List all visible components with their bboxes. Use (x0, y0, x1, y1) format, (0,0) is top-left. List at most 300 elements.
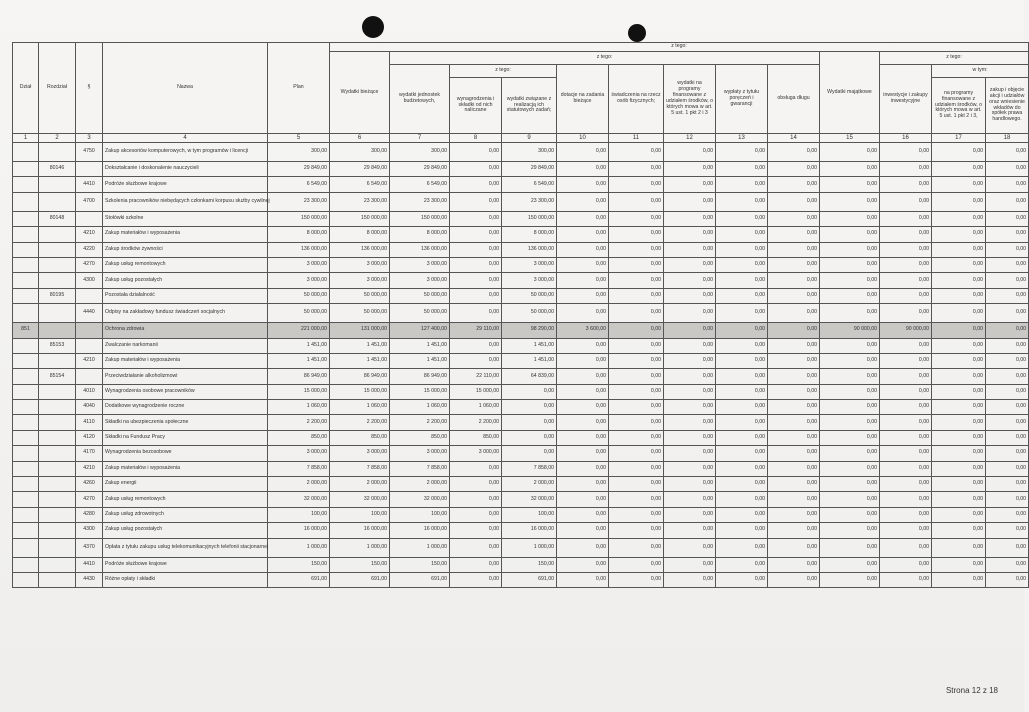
cell-value-col-13: 0,00 (716, 369, 768, 384)
cell-rozdzial (39, 323, 76, 338)
cell-value-col-10: 0,00 (557, 227, 609, 242)
cell-value-col-9: 0,00 (502, 430, 557, 445)
cell-value-col-6: 50 000,00 (330, 304, 390, 323)
cell-value-col-8: 0,00 (450, 211, 502, 226)
cell-value-col-5: 86 949,00 (268, 369, 330, 384)
cell-value-col-13: 0,00 (716, 400, 768, 415)
cell-value-col-17: 0,00 (932, 192, 986, 211)
cell-value-col-9: 100,00 (502, 507, 557, 522)
cell-value-col-14: 0,00 (768, 384, 820, 399)
cell-paragraf (76, 211, 103, 226)
cell-value-col-16: 90 000,00 (880, 323, 932, 338)
cell-value-col-9: 23 300,00 (502, 192, 557, 211)
cell-value-col-15: 0,00 (820, 304, 880, 323)
cell-value-col-18: 0,00 (986, 177, 1029, 192)
table-row (13, 242, 1029, 257)
cell-dzial (13, 477, 39, 492)
cell-value-col-5: 300,00 (268, 143, 330, 162)
cell-nazwa: Szkolenia pracowników niebędących członkami korpusu służby cywilnej (103, 192, 268, 211)
cell-value-col-16: 0,00 (880, 400, 932, 415)
cell-value-col-7: 2 000,00 (390, 477, 450, 492)
cell-rozdzial (39, 177, 76, 192)
cell-nazwa: Odpisy na zakładowy fundusz świadczeń socjalnych (103, 304, 268, 323)
cell-value-col-10: 0,00 (557, 446, 609, 461)
cell-value-col-16: 0,00 (880, 523, 932, 538)
cell-value-col-7: 32 000,00 (390, 492, 450, 507)
table-row (13, 211, 1029, 226)
cell-value-col-10: 0,00 (557, 162, 609, 177)
cell-value-col-15: 0,00 (820, 400, 880, 415)
cell-value-col-17: 0,00 (932, 143, 986, 162)
cell-value-col-6: 691,00 (330, 572, 390, 587)
cell-value-col-17: 0,00 (932, 162, 986, 177)
cell-value-col-14: 0,00 (768, 304, 820, 323)
cell-dzial (13, 227, 39, 242)
table-row (13, 257, 1029, 272)
cell-value-col-12: 0,00 (664, 415, 716, 430)
cell-value-col-15: 0,00 (820, 227, 880, 242)
column-number: 13 (716, 134, 768, 143)
cell-paragraf: 4220 (76, 242, 103, 257)
cell-value-col-5: 32 000,00 (268, 492, 330, 507)
cell-value-col-17: 0,00 (932, 257, 986, 272)
cell-value-col-17: 0,00 (932, 492, 986, 507)
cell-value-col-6: 3 000,00 (330, 446, 390, 461)
cell-paragraf: 4280 (76, 507, 103, 522)
cell-nazwa: Dokształcanie i doskonalenie nauczycieli (103, 162, 268, 177)
budget-table (12, 42, 1029, 588)
column-number: 16 (880, 134, 932, 143)
cell-dzial (13, 304, 39, 323)
cell-value-col-7: 3 000,00 (390, 257, 450, 272)
cell-nazwa: Składki na Fundusz Pracy (103, 430, 268, 445)
cell-value-col-6: 6 549,00 (330, 177, 390, 192)
header-wydatki-majatkowe: Wydatki majątkowe (820, 52, 880, 134)
cell-value-col-16: 0,00 (880, 304, 932, 323)
cell-value-col-7: 3 000,00 (390, 273, 450, 288)
cell-value-col-17: 0,00 (932, 338, 986, 353)
cell-value-col-8: 0,00 (450, 507, 502, 522)
cell-nazwa: Wynagrodzenia osobowe pracowników (103, 384, 268, 399)
cell-value-col-14: 0,00 (768, 353, 820, 368)
header-inwestycje: inwestycje i zakupy inwestycyjne (880, 65, 932, 134)
cell-paragraf (76, 162, 103, 177)
cell-nazwa: Różne opłaty i składki (103, 572, 268, 587)
cell-value-col-10: 0,00 (557, 538, 609, 557)
cell-value-col-5: 50 000,00 (268, 304, 330, 323)
header-plan: Plan (268, 43, 330, 134)
cell-value-col-16: 0,00 (880, 143, 932, 162)
cell-value-col-10: 0,00 (557, 273, 609, 288)
cell-value-col-7: 300,00 (390, 143, 450, 162)
cell-value-col-18: 0,00 (986, 477, 1029, 492)
column-number: 7 (390, 134, 450, 143)
table-row (13, 430, 1029, 445)
cell-value-col-14: 0,00 (768, 461, 820, 476)
cell-value-col-5: 3 000,00 (268, 257, 330, 272)
cell-value-col-13: 0,00 (716, 257, 768, 272)
cell-value-col-12: 0,00 (664, 523, 716, 538)
cell-value-col-8: 0,00 (450, 162, 502, 177)
cell-value-col-15: 0,00 (820, 415, 880, 430)
cell-value-col-6: 8 000,00 (330, 227, 390, 242)
cell-value-col-14: 0,00 (768, 192, 820, 211)
cell-rozdzial (39, 415, 76, 430)
cell-nazwa: Zakup materiałów i wyposażenia (103, 227, 268, 242)
cell-value-col-10: 0,00 (557, 572, 609, 587)
cell-value-col-9: 16 000,00 (502, 523, 557, 538)
cell-value-col-17: 0,00 (932, 400, 986, 415)
cell-value-col-17: 0,00 (932, 369, 986, 384)
cell-paragraf: 4210 (76, 461, 103, 476)
cell-rozdzial (39, 446, 76, 461)
cell-value-col-5: 100,00 (268, 507, 330, 522)
cell-value-col-17: 0,00 (932, 323, 986, 338)
cell-value-col-6: 1 451,00 (330, 353, 390, 368)
cell-value-col-8: 0,00 (450, 143, 502, 162)
cell-rozdzial (39, 242, 76, 257)
cell-value-col-8: 0,00 (450, 492, 502, 507)
cell-paragraf: 4270 (76, 492, 103, 507)
cell-nazwa: Zakup usług remontowych (103, 492, 268, 507)
cell-value-col-8: 0,00 (450, 538, 502, 557)
header-wydatki-programy: wydatki na programy finansowane z udziałem środków, o których mowa w art. 5 ust. 1 pkt 2 i 3 (664, 65, 716, 134)
cell-value-col-14: 0,00 (768, 257, 820, 272)
cell-value-col-6: 1 000,00 (330, 538, 390, 557)
table-row (13, 446, 1029, 461)
table-row (13, 492, 1029, 507)
table-row (13, 507, 1029, 522)
cell-value-col-18: 0,00 (986, 446, 1029, 461)
cell-rozdzial (39, 477, 76, 492)
cell-rozdzial (39, 273, 76, 288)
cell-value-col-7: 150,00 (390, 557, 450, 572)
cell-rozdzial (39, 538, 76, 557)
cell-value-col-10: 0,00 (557, 557, 609, 572)
cell-dzial (13, 507, 39, 522)
cell-value-col-16: 0,00 (880, 430, 932, 445)
cell-paragraf: 4010 (76, 384, 103, 399)
cell-value-col-18: 0,00 (986, 323, 1029, 338)
cell-value-col-11: 0,00 (609, 446, 664, 461)
cell-value-col-12: 0,00 (664, 492, 716, 507)
cell-value-col-13: 0,00 (716, 143, 768, 162)
table-row (13, 477, 1029, 492)
cell-value-col-15: 0,00 (820, 430, 880, 445)
cell-value-col-10: 0,00 (557, 242, 609, 257)
cell-value-col-13: 0,00 (716, 538, 768, 557)
cell-value-col-8: 15 000,00 (450, 384, 502, 399)
cell-dzial (13, 177, 39, 192)
table-row (13, 415, 1029, 430)
header-rozdzial: Rozdział (39, 43, 76, 134)
table-row (13, 523, 1029, 538)
cell-value-col-8: 1 060,00 (450, 400, 502, 415)
cell-value-col-12: 0,00 (664, 143, 716, 162)
cell-value-col-15: 0,00 (820, 353, 880, 368)
cell-value-col-15: 0,00 (820, 177, 880, 192)
cell-value-col-9: 1 451,00 (502, 353, 557, 368)
cell-value-col-7: 1 451,00 (390, 353, 450, 368)
cell-value-col-5: 8 000,00 (268, 227, 330, 242)
cell-value-col-6: 300,00 (330, 143, 390, 162)
cell-dzial (13, 461, 39, 476)
cell-value-col-11: 0,00 (609, 477, 664, 492)
cell-dzial (13, 523, 39, 538)
cell-dzial: 851 (13, 323, 39, 338)
cell-value-col-5: 850,00 (268, 430, 330, 445)
column-number: 8 (450, 134, 502, 143)
cell-value-col-12: 0,00 (664, 461, 716, 476)
cell-value-col-16: 0,00 (880, 461, 932, 476)
cell-value-col-7: 1 060,00 (390, 400, 450, 415)
cell-value-col-9: 32 000,00 (502, 492, 557, 507)
column-number: 12 (664, 134, 716, 143)
cell-value-col-14: 0,00 (768, 227, 820, 242)
cell-value-col-6: 1 060,00 (330, 400, 390, 415)
cell-rozdzial (39, 523, 76, 538)
cell-value-col-10: 0,00 (557, 304, 609, 323)
cell-value-col-8: 0,00 (450, 572, 502, 587)
cell-dzial (13, 242, 39, 257)
cell-value-col-13: 0,00 (716, 477, 768, 492)
cell-value-col-18: 0,00 (986, 257, 1029, 272)
cell-value-col-18: 0,00 (986, 304, 1029, 323)
cell-paragraf (76, 323, 103, 338)
cell-value-col-18: 0,00 (986, 461, 1029, 476)
cell-value-col-5: 6 549,00 (268, 177, 330, 192)
cell-value-col-17: 0,00 (932, 353, 986, 368)
cell-value-col-18: 0,00 (986, 288, 1029, 303)
cell-value-col-11: 0,00 (609, 192, 664, 211)
cell-dzial (13, 143, 39, 162)
cell-value-col-15: 0,00 (820, 257, 880, 272)
cell-value-col-6: 3 000,00 (330, 257, 390, 272)
cell-value-col-6: 2 000,00 (330, 477, 390, 492)
cell-value-col-18: 0,00 (986, 430, 1029, 445)
cell-value-col-16: 0,00 (880, 507, 932, 522)
cell-dzial (13, 257, 39, 272)
cell-value-col-16: 0,00 (880, 353, 932, 368)
cell-value-col-12: 0,00 (664, 369, 716, 384)
cell-value-col-14: 0,00 (768, 523, 820, 538)
cell-value-col-13: 0,00 (716, 461, 768, 476)
cell-value-col-16: 0,00 (880, 211, 932, 226)
cell-value-col-18: 0,00 (986, 572, 1029, 587)
cell-value-col-10: 0,00 (557, 211, 609, 226)
cell-value-col-9: 150,00 (502, 557, 557, 572)
cell-value-col-16: 0,00 (880, 477, 932, 492)
cell-paragraf (76, 338, 103, 353)
cell-value-col-8: 0,00 (450, 461, 502, 476)
cell-value-col-14: 0,00 (768, 507, 820, 522)
cell-value-col-15: 0,00 (820, 143, 880, 162)
cell-value-col-8: 850,00 (450, 430, 502, 445)
cell-value-col-5: 2 000,00 (268, 477, 330, 492)
cell-value-col-16: 0,00 (880, 242, 932, 257)
cell-rozdzial (39, 257, 76, 272)
header-z-tego: z tego: (330, 43, 1029, 52)
cell-value-col-5: 691,00 (268, 572, 330, 587)
cell-paragraf: 4300 (76, 523, 103, 538)
cell-value-col-11: 0,00 (609, 273, 664, 288)
cell-value-col-9: 29 849,00 (502, 162, 557, 177)
table-row (13, 323, 1029, 338)
cell-value-col-8: 2 200,00 (450, 415, 502, 430)
table-row (13, 162, 1029, 177)
cell-value-col-9: 0,00 (502, 446, 557, 461)
cell-value-col-11: 0,00 (609, 304, 664, 323)
cell-dzial (13, 400, 39, 415)
cell-value-col-18: 0,00 (986, 384, 1029, 399)
cell-nazwa: Pozostała działalność (103, 288, 268, 303)
table-row (13, 538, 1029, 557)
cell-dzial (13, 288, 39, 303)
cell-value-col-16: 0,00 (880, 227, 932, 242)
column-number-row (13, 134, 1029, 143)
cell-value-col-12: 0,00 (664, 273, 716, 288)
cell-value-col-12: 0,00 (664, 507, 716, 522)
cell-paragraf: 4270 (76, 257, 103, 272)
cell-value-col-5: 150 000,00 (268, 211, 330, 226)
cell-value-col-14: 0,00 (768, 323, 820, 338)
column-number: 17 (932, 134, 986, 143)
cell-value-col-13: 0,00 (716, 557, 768, 572)
cell-value-col-6: 29 849,00 (330, 162, 390, 177)
cell-value-col-18: 0,00 (986, 492, 1029, 507)
cell-value-col-18: 0,00 (986, 273, 1029, 288)
cell-value-col-9: 1 451,00 (502, 338, 557, 353)
cell-value-col-17: 0,00 (932, 177, 986, 192)
cell-nazwa: Składki na ubezpieczenia społeczne (103, 415, 268, 430)
cell-value-col-9: 98 290,00 (502, 323, 557, 338)
cell-value-col-11: 0,00 (609, 227, 664, 242)
cell-value-col-10: 0,00 (557, 400, 609, 415)
cell-value-col-11: 0,00 (609, 369, 664, 384)
cell-value-col-9: 1 000,00 (502, 538, 557, 557)
cell-dzial (13, 369, 39, 384)
cell-value-col-16: 0,00 (880, 369, 932, 384)
cell-value-col-18: 0,00 (986, 538, 1029, 557)
table-row (13, 338, 1029, 353)
cell-value-col-11: 0,00 (609, 211, 664, 226)
cell-rozdzial: 85154 (39, 369, 76, 384)
cell-value-col-16: 0,00 (880, 538, 932, 557)
cell-value-col-18: 0,00 (986, 211, 1029, 226)
cell-value-col-17: 0,00 (932, 242, 986, 257)
cell-value-col-14: 0,00 (768, 369, 820, 384)
cell-paragraf: 4410 (76, 557, 103, 572)
cell-value-col-10: 0,00 (557, 507, 609, 522)
cell-value-col-7: 1 000,00 (390, 538, 450, 557)
cell-value-col-9: 50 000,00 (502, 304, 557, 323)
cell-value-col-11: 0,00 (609, 353, 664, 368)
cell-value-col-13: 0,00 (716, 304, 768, 323)
cell-value-col-15: 0,00 (820, 557, 880, 572)
cell-rozdzial (39, 384, 76, 399)
cell-value-col-15: 0,00 (820, 507, 880, 522)
cell-dzial (13, 538, 39, 557)
cell-value-col-13: 0,00 (716, 273, 768, 288)
cell-value-col-5: 1 451,00 (268, 338, 330, 353)
column-number: 15 (820, 134, 880, 143)
cell-value-col-11: 0,00 (609, 323, 664, 338)
cell-value-col-12: 0,00 (664, 446, 716, 461)
cell-value-col-17: 0,00 (932, 557, 986, 572)
cell-value-col-10: 0,00 (557, 384, 609, 399)
cell-value-col-12: 0,00 (664, 192, 716, 211)
cell-value-col-15: 0,00 (820, 273, 880, 288)
table-row (13, 400, 1029, 415)
cell-value-col-14: 0,00 (768, 538, 820, 557)
cell-nazwa: Zakup materiałów i wyposażenia (103, 461, 268, 476)
cell-value-col-11: 0,00 (609, 384, 664, 399)
cell-value-col-12: 0,00 (664, 162, 716, 177)
cell-value-col-13: 0,00 (716, 353, 768, 368)
cell-paragraf: 4260 (76, 477, 103, 492)
cell-value-col-9: 7 858,00 (502, 461, 557, 476)
cell-value-col-7: 691,00 (390, 572, 450, 587)
cell-value-col-6: 136 000,00 (330, 242, 390, 257)
column-number: 10 (557, 134, 609, 143)
cell-value-col-5: 1 000,00 (268, 538, 330, 557)
cell-value-col-16: 0,00 (880, 384, 932, 399)
punch-hole-icon (628, 24, 646, 42)
cell-value-col-14: 0,00 (768, 557, 820, 572)
cell-value-col-11: 0,00 (609, 288, 664, 303)
cell-value-col-18: 0,00 (986, 400, 1029, 415)
cell-value-col-13: 0,00 (716, 242, 768, 257)
cell-value-col-18: 0,00 (986, 415, 1029, 430)
cell-value-col-15: 0,00 (820, 288, 880, 303)
cell-value-col-8: 0,00 (450, 304, 502, 323)
cell-paragraf: 4040 (76, 400, 103, 415)
cell-value-col-5: 1 451,00 (268, 353, 330, 368)
cell-value-col-5: 29 849,00 (268, 162, 330, 177)
cell-value-col-10: 0,00 (557, 288, 609, 303)
cell-paragraf: 4370 (76, 538, 103, 557)
cell-value-col-15: 0,00 (820, 492, 880, 507)
table-row (13, 273, 1029, 288)
cell-value-col-6: 16 000,00 (330, 523, 390, 538)
cell-value-col-13: 0,00 (716, 211, 768, 226)
cell-rozdzial (39, 227, 76, 242)
cell-dzial (13, 430, 39, 445)
cell-value-col-18: 0,00 (986, 353, 1029, 368)
cell-value-col-17: 0,00 (932, 461, 986, 476)
cell-value-col-14: 0,00 (768, 242, 820, 257)
cell-value-col-10: 0,00 (557, 143, 609, 162)
cell-value-col-12: 0,00 (664, 430, 716, 445)
cell-paragraf: 4300 (76, 273, 103, 288)
cell-value-col-18: 0,00 (986, 523, 1029, 538)
cell-value-col-6: 32 000,00 (330, 492, 390, 507)
cell-value-col-13: 0,00 (716, 227, 768, 242)
cell-value-col-8: 0,00 (450, 257, 502, 272)
cell-nazwa: Zakup usług zdrowotnych (103, 507, 268, 522)
cell-value-col-13: 0,00 (716, 507, 768, 522)
cell-value-col-8: 3 000,00 (450, 446, 502, 461)
cell-paragraf: 4430 (76, 572, 103, 587)
cell-value-col-7: 50 000,00 (390, 304, 450, 323)
cell-value-col-12: 0,00 (664, 211, 716, 226)
table-row (13, 304, 1029, 323)
cell-value-col-13: 0,00 (716, 323, 768, 338)
table-row (13, 369, 1029, 384)
cell-value-col-15: 90 000,00 (820, 323, 880, 338)
cell-value-col-13: 0,00 (716, 288, 768, 303)
cell-value-col-14: 0,00 (768, 288, 820, 303)
